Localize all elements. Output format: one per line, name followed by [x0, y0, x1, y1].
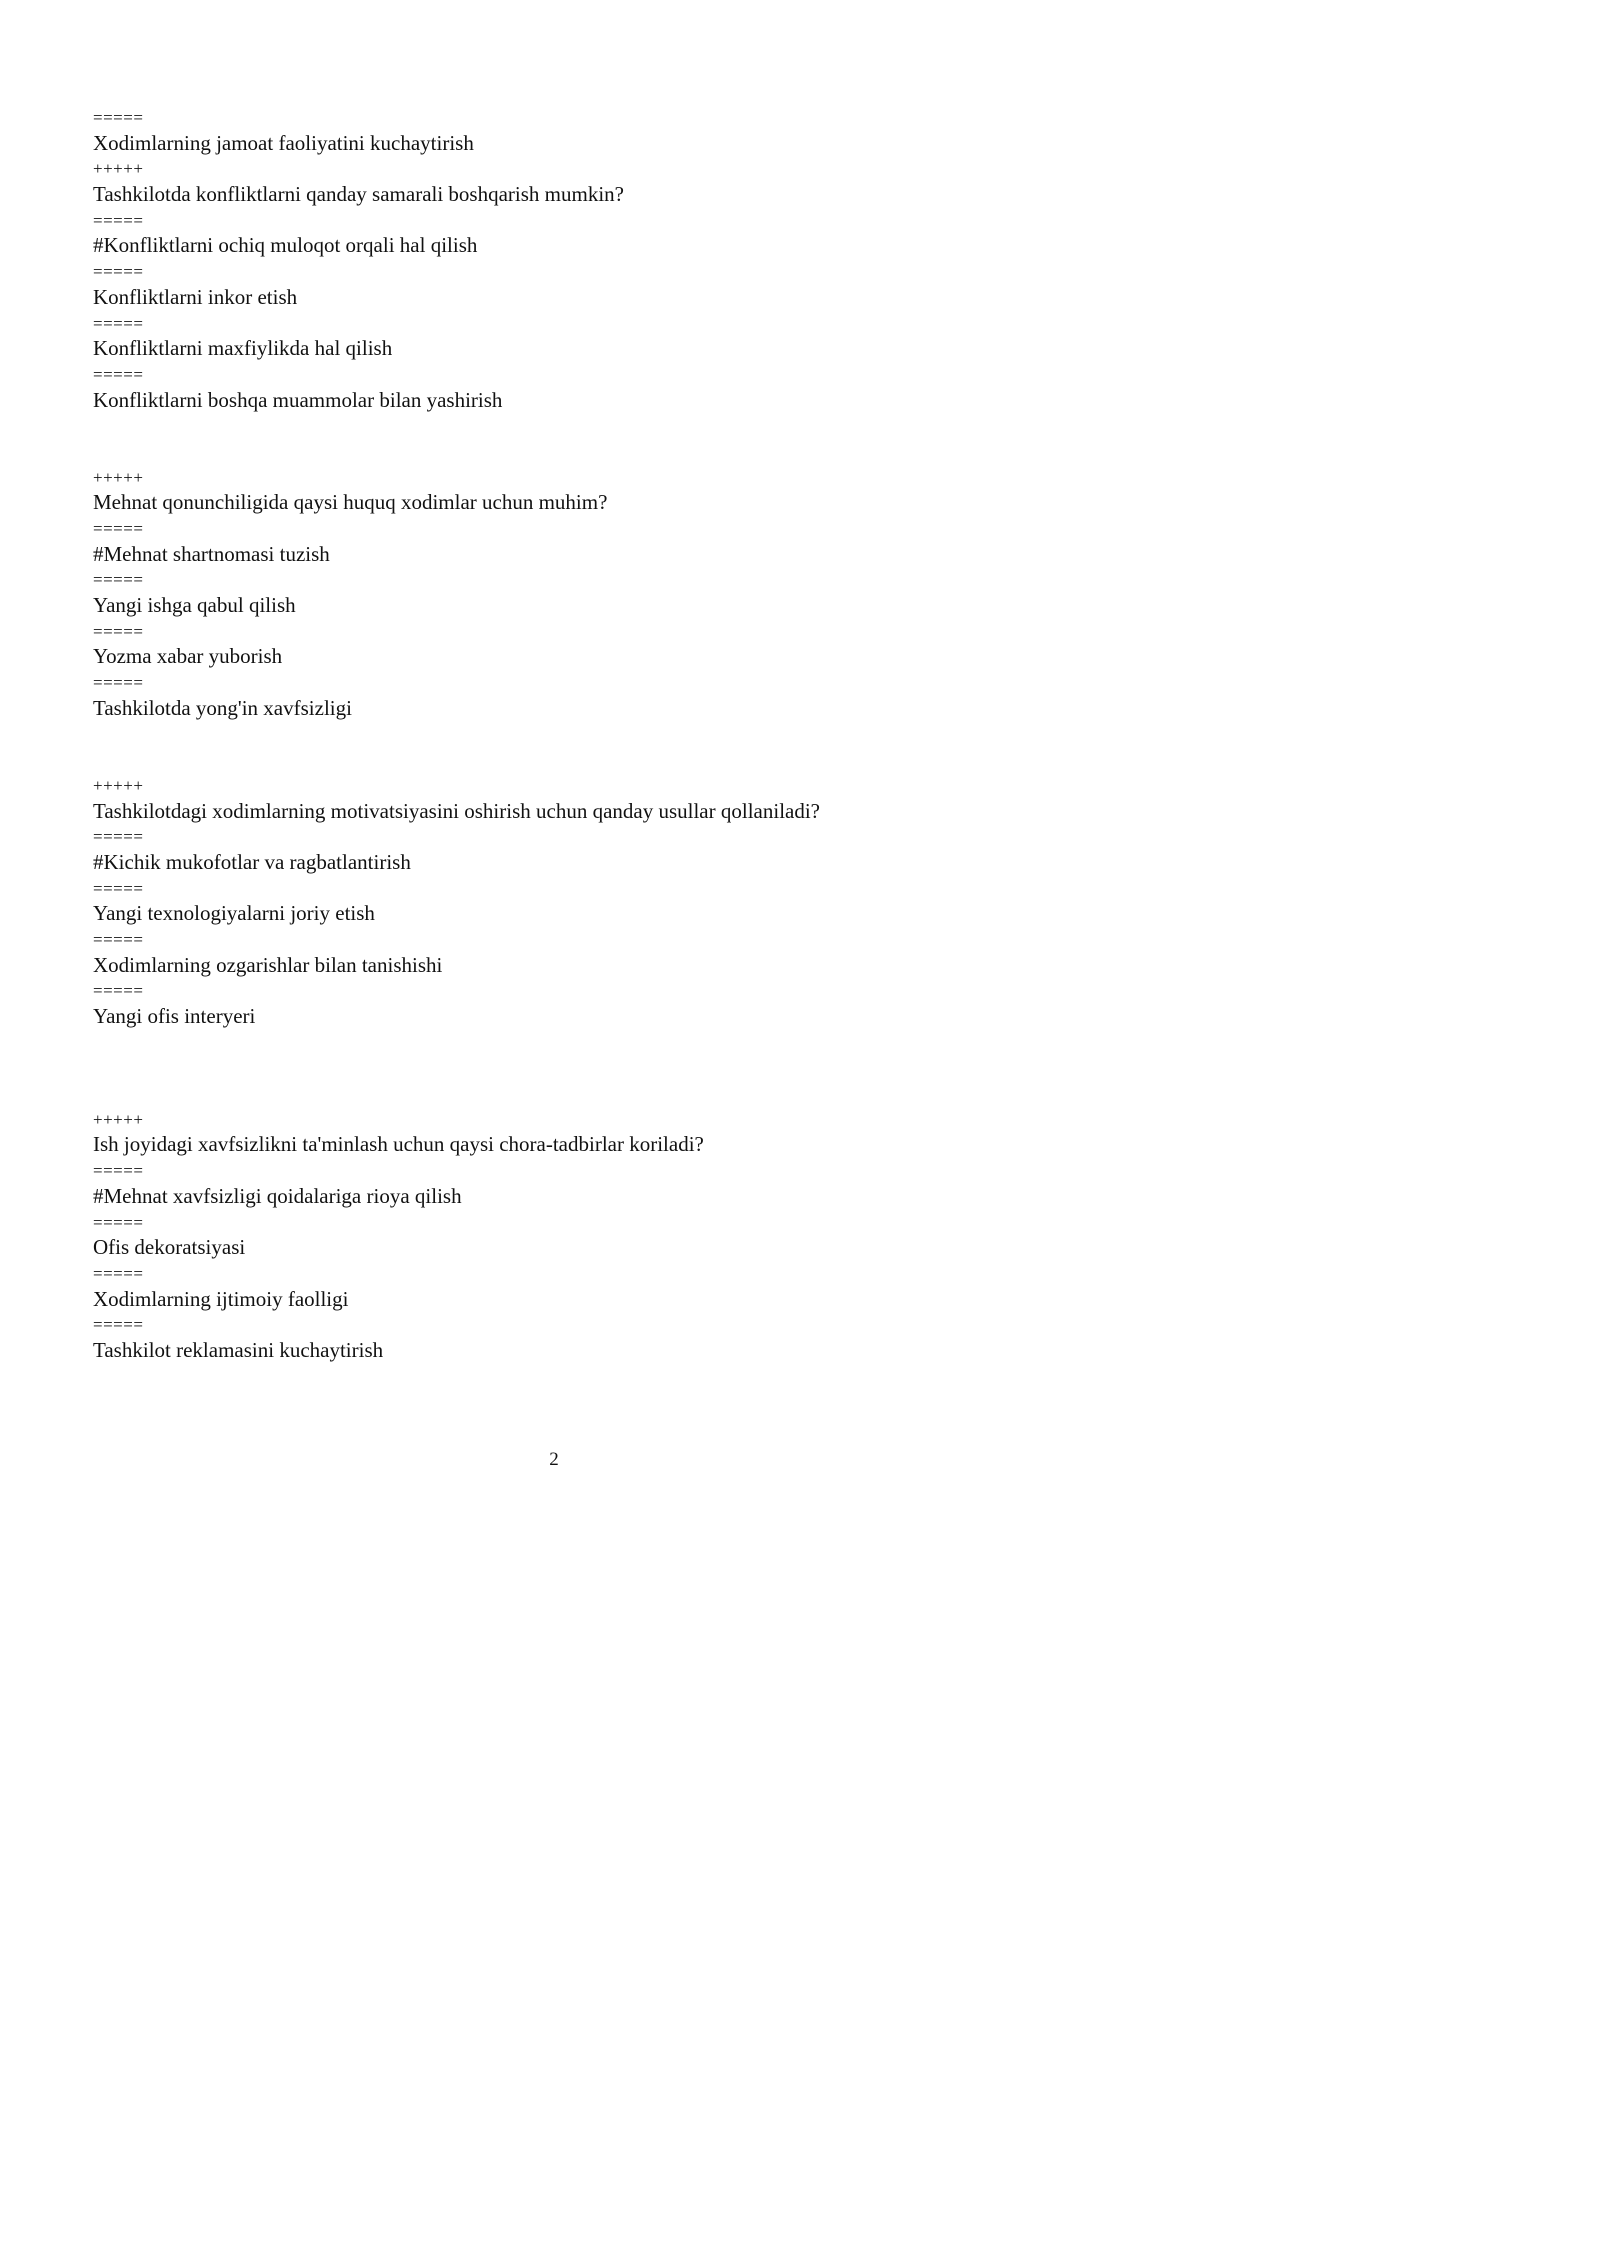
question-1-text: Tashkilotda konfliktlarni qanday samarali boshqarish mumkin? — [93, 182, 624, 207]
question-3-option-3: Xodimlarning ozgarishlar bilan tanishishi — [93, 952, 443, 977]
option-separator: ===== — [93, 108, 144, 127]
question-separator: +++++ — [93, 467, 144, 487]
question-separator: +++++ — [93, 1109, 144, 1129]
test-content — [93, 105, 1053, 1364]
question-3-option-1: #Kichik mukofotlar va ragbatlantirish — [93, 849, 411, 874]
question-2-option-1: #Mehnat shartnomasi tuzish — [93, 541, 330, 566]
question-1-option-1: #Konfliktlarni ochiq muloqot orqali hal qilish — [93, 233, 478, 258]
question-1-option-2: Konfliktlarni inkor etish — [93, 284, 298, 309]
blank-space — [93, 722, 1053, 773]
option-separator: ===== — [93, 1161, 144, 1181]
blank-space — [93, 1030, 1053, 1107]
blank-space — [93, 413, 1053, 464]
page-number: 2 — [549, 1449, 559, 1470]
question-separator: +++++ — [93, 159, 144, 179]
option-separator: ===== — [93, 1315, 144, 1335]
option-separator: ===== — [93, 262, 144, 282]
question-2-text: Mehnat qonunchiligida qaysi huquq xodimlar uchun muhim? — [93, 490, 608, 515]
option-separator: ===== — [93, 621, 144, 641]
option-separator: ===== — [93, 878, 144, 898]
question-2-option-2: Yangi ishga qabul qilish — [93, 593, 296, 618]
question-1-option-3: Konfliktlarni maxfiylikda hal qilish — [93, 336, 393, 361]
option-separator: ===== — [93, 1212, 144, 1232]
document-page — [0, 0, 1108, 1566]
option-separator: ===== — [93, 1263, 144, 1283]
option-separator: ===== — [93, 930, 144, 950]
question-3-option-4: Yangi ofis interyeri — [93, 1004, 256, 1029]
question-2-option-4: Tashkilotda yong'in xavfsizligi — [93, 695, 352, 720]
question-4-option-3: Xodimlarning ijtimoiy faolligi — [93, 1286, 349, 1311]
question-2-option-3: Yozma xabar yuborish — [93, 644, 283, 669]
question-4-option-2: Ofis dekoratsiyasi — [93, 1235, 246, 1260]
option-separator: ===== — [93, 313, 144, 333]
option-separator: ===== — [93, 364, 144, 384]
option-separator: ===== — [93, 981, 144, 1001]
option-separator: ===== — [93, 519, 144, 539]
question-separator: +++++ — [93, 775, 144, 795]
question-4-option-4: Tashkilot reklamasini kuchaytirish — [93, 1337, 384, 1362]
option-separator: ===== — [93, 210, 144, 230]
intro-option: Xodimlarning jamoat faoliyatini kuchaytirish — [93, 130, 474, 155]
question-3-text: Tashkilotdagi xodimlarning motivatsiyasini oshirish uchun qanday usullar qollaniladi? — [93, 798, 821, 823]
question-3-option-2: Yangi texnologiyalarni joriy etish — [93, 901, 375, 926]
question-4-option-1: #Mehnat xavfsizligi qoidalariga rioya qilish — [93, 1183, 462, 1208]
option-separator: ===== — [93, 827, 144, 847]
option-separator: ===== — [93, 570, 144, 590]
question-1-option-4: Konfliktlarni boshqa muammolar bilan yashirish — [93, 387, 503, 412]
option-separator: ===== — [93, 673, 144, 693]
question-4-text: Ish joyidagi xavfsizlikni ta'minlash uchun qaysi chora-tadbirlar koriladi? — [93, 1132, 704, 1157]
